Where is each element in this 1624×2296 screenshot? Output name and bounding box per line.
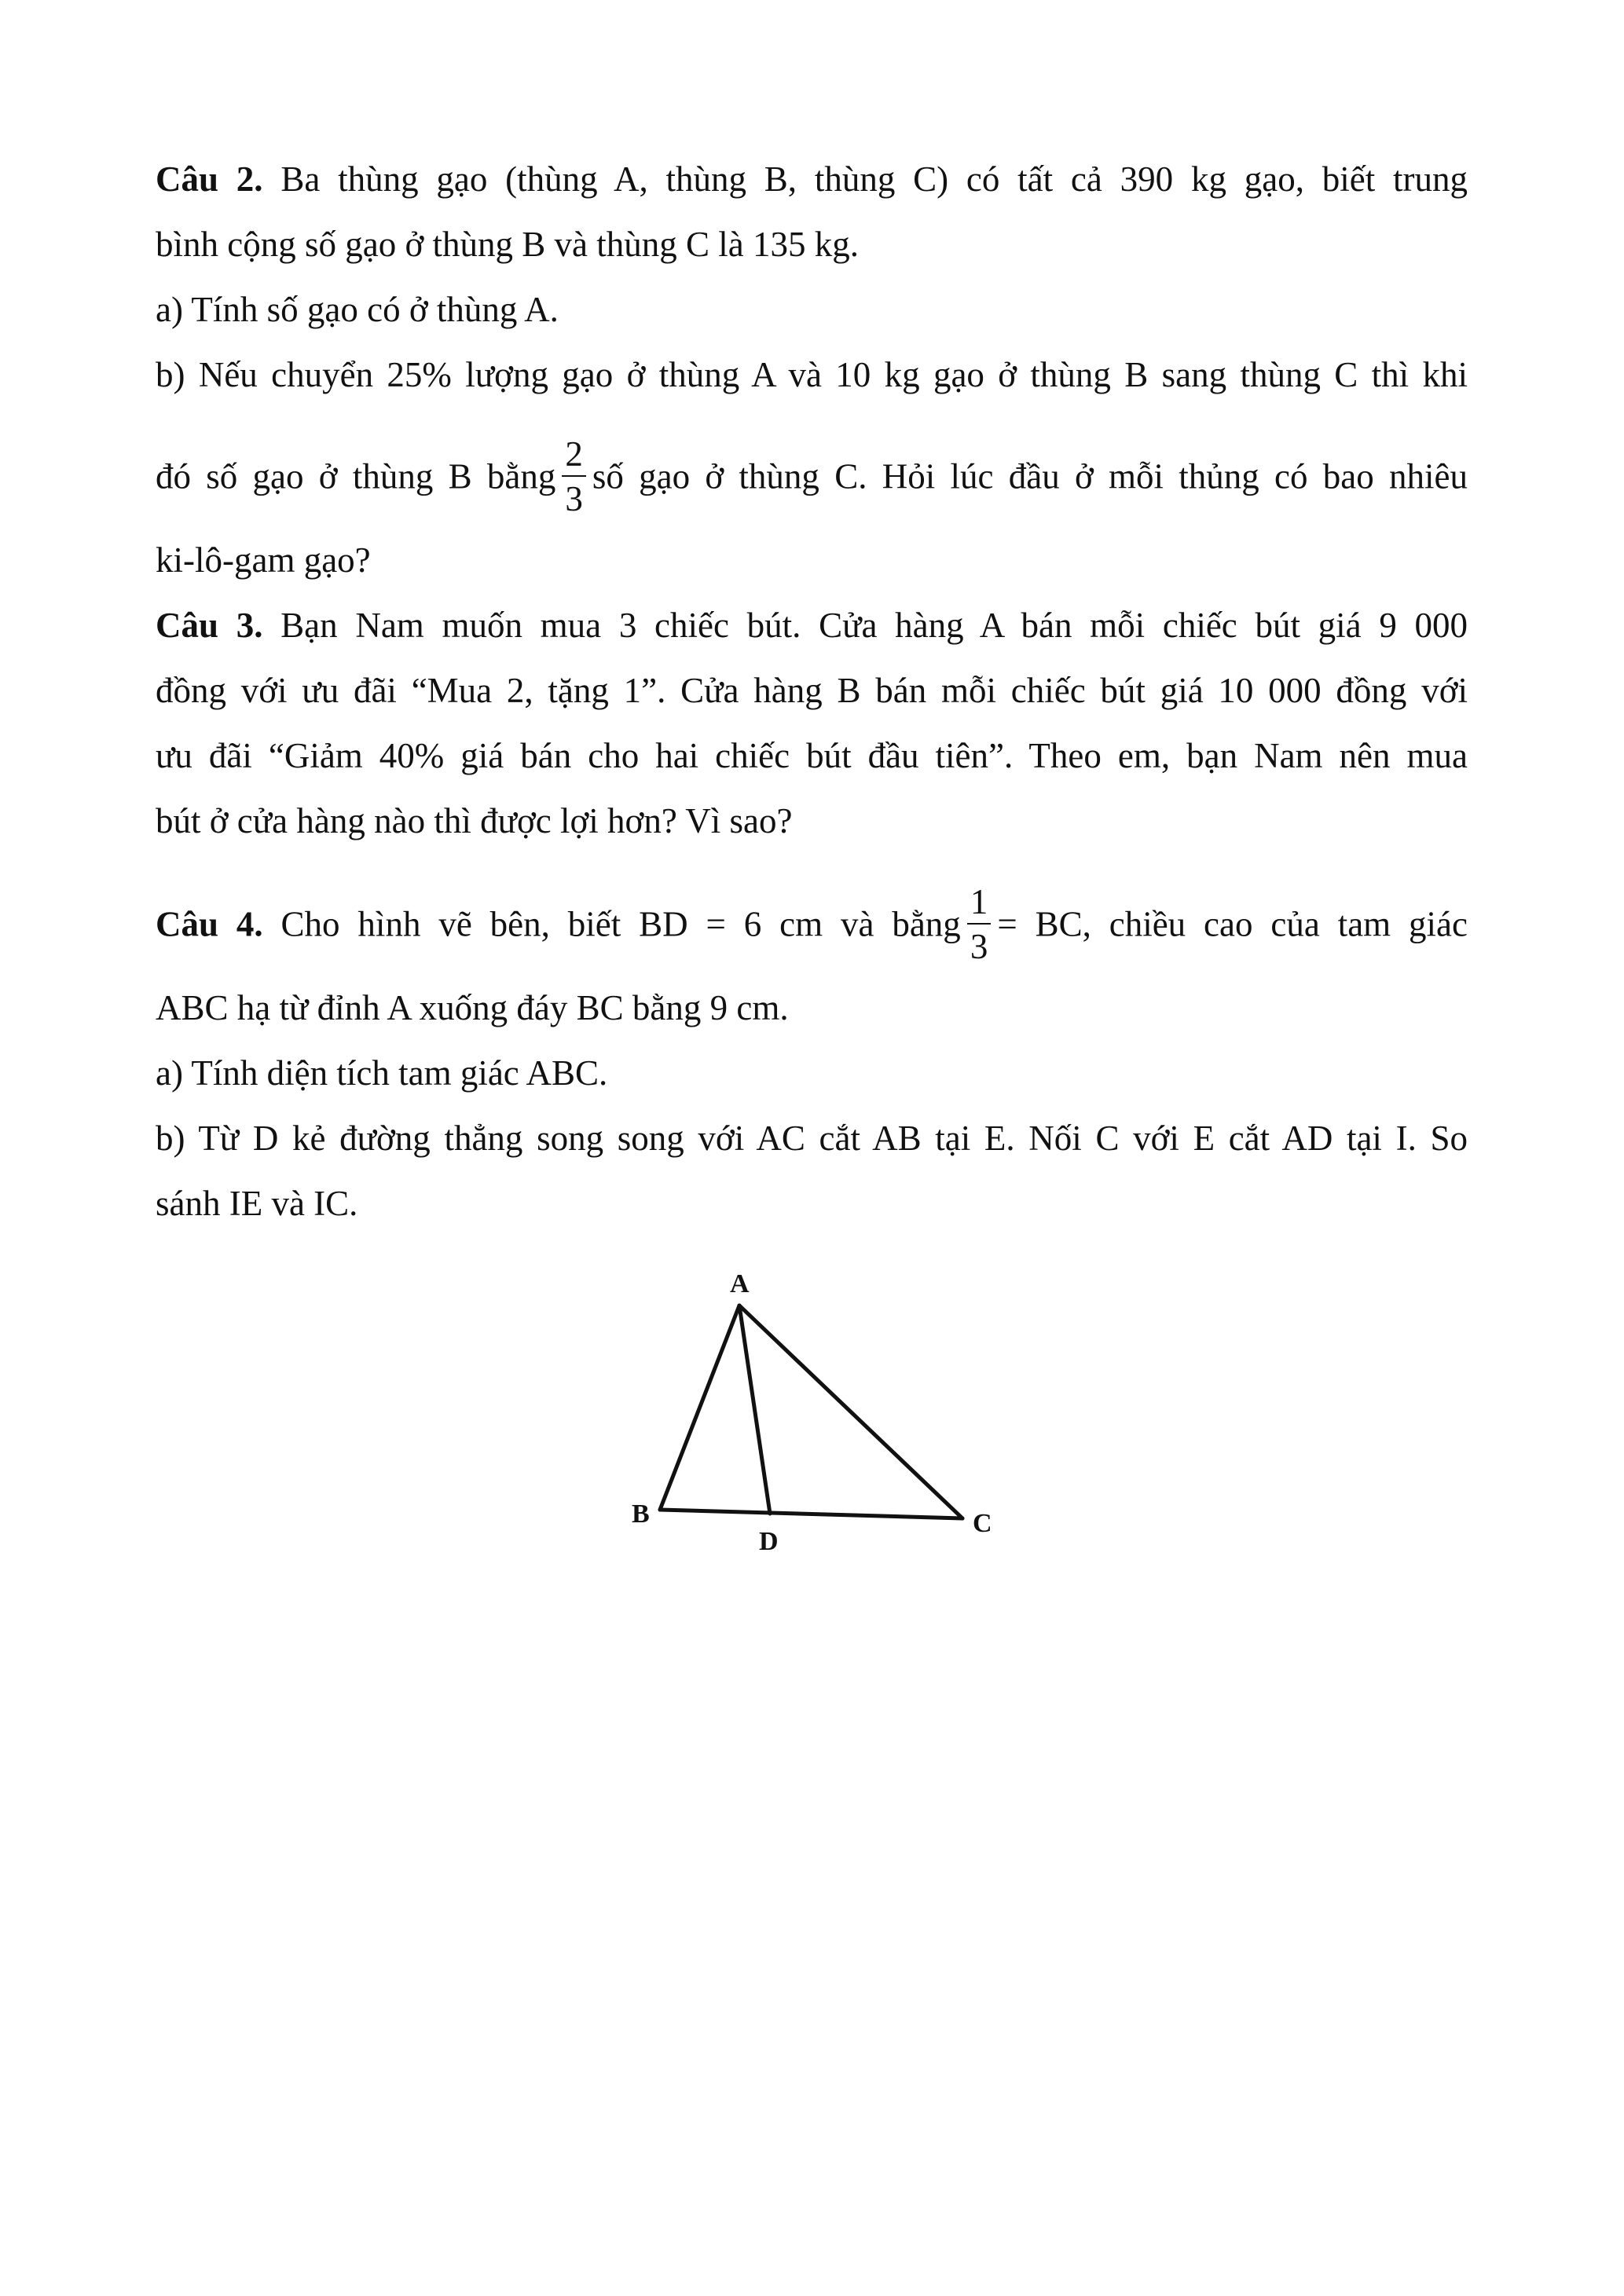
cau3-text-1: Bạn Nam muốn mua 3 chiếc bút. Cửa hàng A bán mỗi chiếc bút giá 9 000 (280, 606, 1468, 645)
fraction-numerator: 2 (562, 437, 586, 477)
cau4-text-after: = BC, chiều cao của tam giác (997, 904, 1468, 944)
cau4-text-before: Cho hình vẽ bên, biết BD = 6 cm và bằng (280, 904, 961, 944)
fraction-denominator: 3 (970, 927, 988, 966)
cau2-part-b-text-before: đó số gạo ở thùng B bằng (156, 456, 556, 496)
cau4-part-b-line-2: sánh IE và IC. (156, 1184, 358, 1223)
segment-bc (660, 1510, 962, 1518)
point-b-label: B (632, 1500, 650, 1529)
segment-ac (739, 1305, 962, 1518)
cau2-part-b-line-3: ki-lô-gam gạo? (156, 540, 371, 580)
fraction-two-thirds (562, 434, 586, 518)
fraction-one-third (967, 884, 992, 965)
cau4-line-2: ABC hạ từ đỉnh A xuống đáy BC bằng 9 cm. (156, 988, 789, 1027)
cau3-line-2: đồng với ưu đãi “Mua 2, tặng 1”. Cửa hàng B bán mỗi chiếc bút giá 10 000 đồng với (156, 671, 1468, 710)
cau4-line-1 (156, 882, 1468, 968)
cau2-text-1: Ba thùng gạo (thùng A, thùng B, thùng C) có tất cả 390 kg gạo, biết trung (280, 159, 1468, 199)
cau4-label: Câu 4. (156, 904, 263, 944)
cau4-part-b-line-1: b) Từ D kẻ đường thẳng song song với AC cắt AB tại E. Nối C với E cắt AD tại I. So (156, 1119, 1468, 1158)
cau3-line-4: bút ở cửa hàng nào thì được lợi hơn? Vì sao? (156, 801, 793, 840)
triangle-diagram (613, 1249, 1021, 1579)
cau3-line-1 (156, 603, 1468, 647)
cau2-line-2: bình cộng số gạo ở thùng B và thùng C là 135 kg. (156, 225, 859, 264)
cau2-part-b-text-after: số gạo ở thùng C. Hỏi lúc đầu ở mỗi thủng có bao nhiêu (592, 456, 1468, 496)
fraction-denominator: 3 (565, 479, 583, 518)
point-d-label: D (759, 1527, 779, 1556)
cau4-part-a: a) Tính diện tích tam giác ABC. (156, 1053, 608, 1093)
fraction-numerator: 1 (967, 884, 992, 925)
cau2-part-a: a) Tính số gạo có ở thùng A. (156, 290, 559, 329)
cau2-part-b-line-2 (156, 434, 1468, 520)
segment-ad (739, 1305, 770, 1514)
cau2-label: Câu 2. (156, 159, 263, 199)
cau2-part-b-line-1: b) Nếu chuyển 25% lượng gạo ở thùng A và 10 kg gạo ở thùng B sang thùng C thì khi (156, 355, 1468, 394)
cau3-line-3: ưu đãi “Giảm 40% giá bán cho hai chiếc bút đầu tiên”. Theo em, bạn Nam nên mua (156, 736, 1468, 775)
triangle-figure (613, 1249, 1021, 1579)
cau3-label: Câu 3. (156, 606, 263, 645)
segment-ab (660, 1305, 739, 1510)
point-a-label: A (730, 1269, 750, 1298)
cau2-line-1 (156, 157, 1468, 201)
point-c-label: C (973, 1509, 992, 1538)
